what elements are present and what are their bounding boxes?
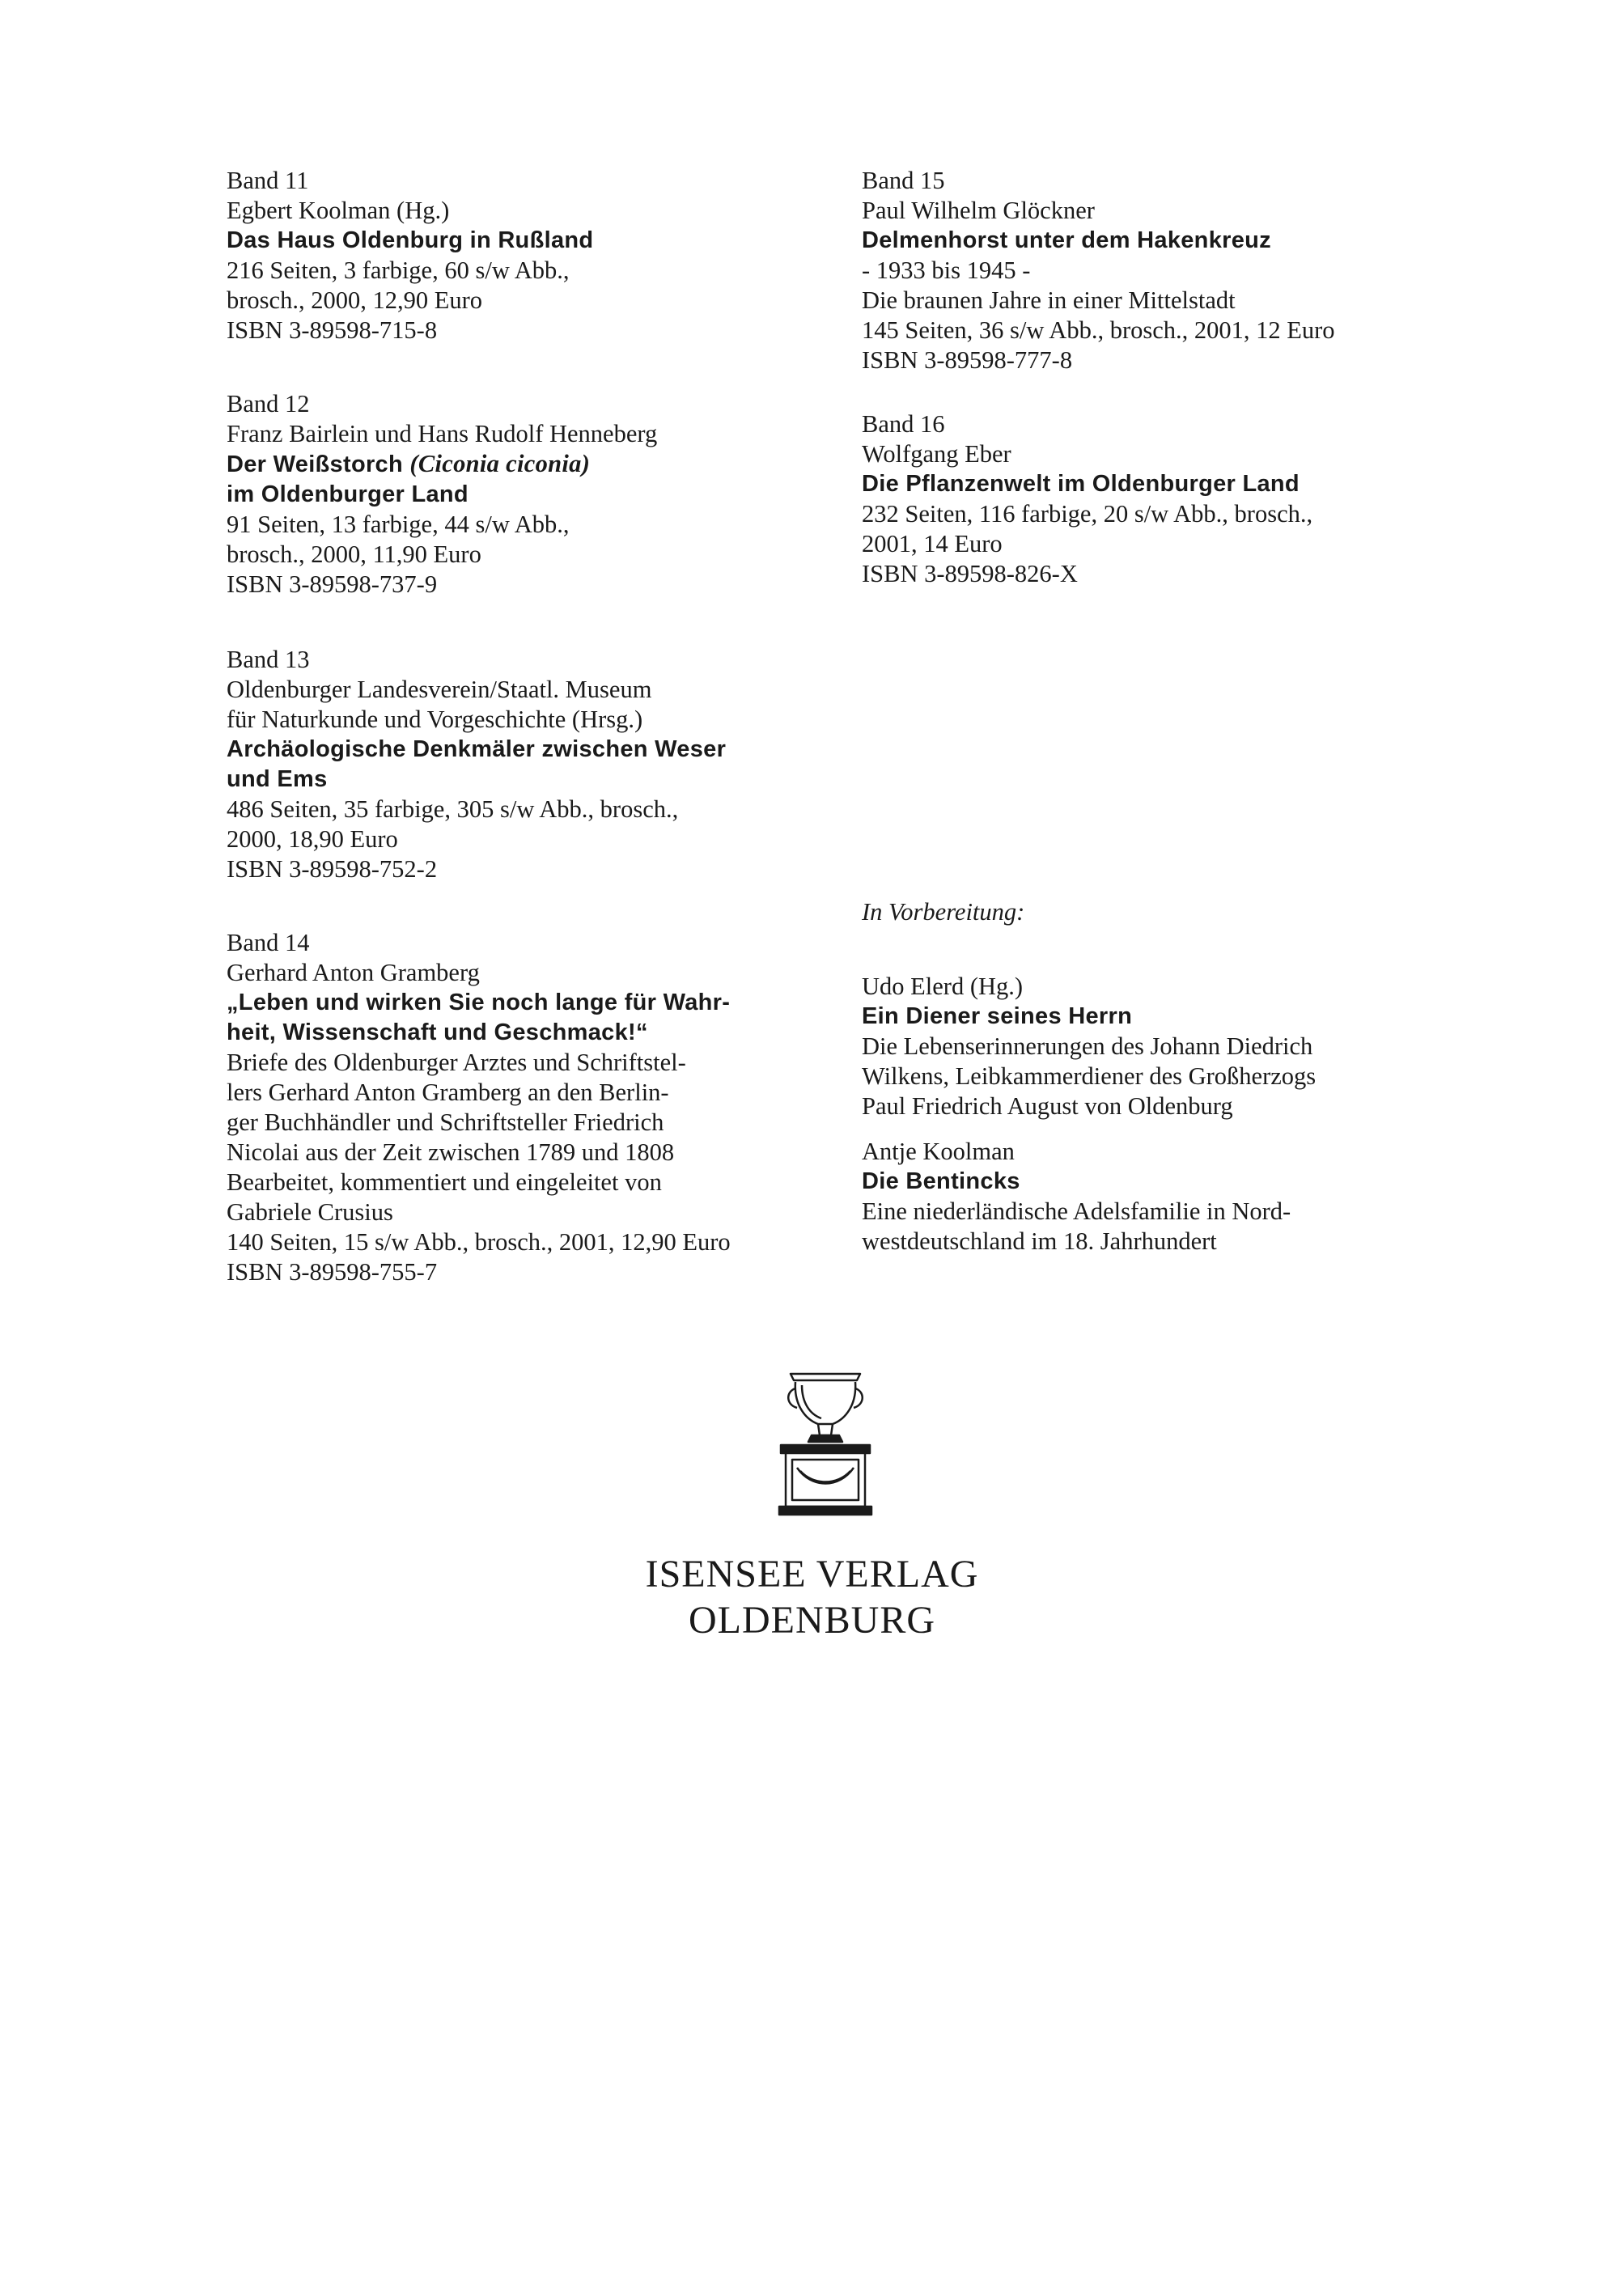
book-subtitle: - 1933 bis 1945 -: [862, 256, 1031, 284]
book-details: 145 Seiten, 36 s/w Abb., brosch., 2001, 12 Euro: [862, 316, 1335, 344]
book-details: 486 Seiten, 35 farbige, 305 s/w Abb., brosch.,: [227, 795, 679, 823]
book-entry-band-15: [862, 166, 1335, 375]
book-details: 2000, 18,90 Euro: [227, 825, 398, 853]
book-entry-band-16: [862, 409, 1312, 589]
book-author: Egbert Koolman (Hg.): [227, 197, 450, 224]
book-title: heit, Wissenschaft und Geschmack!“: [227, 1019, 648, 1045]
book-title: Die Pflanzenwelt im Oldenburger Land: [862, 471, 1300, 497]
book-author: Paul Wilhelm Glöckner: [862, 197, 1095, 224]
band-number: Band 16: [862, 410, 945, 438]
book-entry-koolman: [862, 1137, 1291, 1257]
book-editor: Bearbeitet, kommentiert und eingeleitet von: [227, 1168, 662, 1196]
book-isbn: ISBN 3-89598-737-9: [227, 570, 438, 598]
band-number: Band 14: [227, 929, 310, 956]
book-details: 140 Seiten, 15 s/w Abb., brosch., 2001, 12,90 Euro: [227, 1228, 731, 1256]
book-entry-band-14: [227, 928, 731, 1287]
band-number: Band 15: [862, 167, 945, 194]
book-title: Die Bentincks: [862, 1168, 1020, 1194]
book-subtitle: Die Lebenserinnerungen des Johann Diedrich: [862, 1032, 1313, 1060]
book-details: 2001, 14 Euro: [862, 530, 1003, 557]
book-title: „Leben und wirken Sie noch lange für Wahr-: [227, 990, 731, 1015]
book-isbn: ISBN 3-89598-777-8: [862, 346, 1073, 374]
book-subtitle: Eine niederländische Adelsfamilie in Nord-: [862, 1197, 1291, 1225]
book-author: Udo Elerd (Hg.): [862, 973, 1024, 1000]
book-entry-band-12: [227, 389, 657, 600]
book-title: [227, 449, 657, 480]
book-details: 91 Seiten, 13 farbige, 44 s/w Abb.,: [227, 511, 570, 538]
book-details: 216 Seiten, 3 farbige, 60 s/w Abb.,: [227, 256, 570, 284]
publisher-name: ISENSEE VERLAG: [645, 1553, 979, 1596]
book-details: brosch., 2000, 12,90 Euro: [227, 286, 482, 314]
book-entry-elerd: [862, 972, 1316, 1121]
book-author: Wolfgang Eber: [862, 440, 1011, 468]
book-title: Das Haus Oldenburg in Rußland: [227, 227, 594, 253]
book-subtitle: ger Buchhändler und Schriftsteller Friedrich: [227, 1108, 664, 1136]
book-subtitle: lers Gerhard Anton Gramberg an den Berlin-: [227, 1079, 669, 1106]
book-subtitle: Die braunen Jahre in einer Mittelstadt: [862, 286, 1236, 314]
book-entry-band-11: [227, 166, 593, 345]
book-title: und Ems: [227, 766, 328, 792]
book-subtitle: Paul Friedrich August von Oldenburg: [862, 1092, 1233, 1120]
book-isbn: ISBN 3-89598-755-7: [227, 1258, 438, 1286]
urn-on-pedestal-icon: [773, 1367, 878, 1521]
book-isbn: ISBN 3-89598-752-2: [227, 855, 438, 883]
band-number: Band 11: [227, 167, 309, 194]
band-number: Band 12: [227, 390, 310, 417]
section-heading: In Vorbereitung:: [862, 898, 1025, 926]
book-title-main: Der Weißstorch: [227, 451, 403, 477]
book-author: Antje Koolman: [862, 1138, 1015, 1165]
band-number: Band 13: [227, 646, 310, 673]
book-title: im Oldenburger Land: [227, 481, 469, 507]
book-subtitle: Wilkens, Leibkammerdiener des Großherzogs: [862, 1062, 1317, 1090]
book-author: Gerhard Anton Gramberg: [227, 959, 480, 986]
book-title-latin: (Ciconia ciconia): [409, 450, 591, 477]
book-title: Delmenhorst unter dem Hakenkreuz: [862, 227, 1271, 253]
book-author: für Naturkunde und Vorgeschichte (Hrsg.): [227, 706, 643, 733]
book-author: Oldenburger Landesverein/Staatl. Museum: [227, 676, 652, 703]
book-isbn: ISBN 3-89598-715-8: [227, 316, 438, 344]
book-title: Ein Diener seines Herrn: [862, 1003, 1133, 1029]
book-details: brosch., 2000, 11,90 Euro: [227, 540, 481, 568]
book-editor: Gabriele Crusius: [227, 1198, 393, 1226]
publisher-city: OLDENBURG: [689, 1599, 935, 1642]
book-isbn: ISBN 3-89598-826-X: [862, 560, 1078, 587]
in-preparation-heading: [862, 897, 1024, 927]
book-title: Archäologische Denkmäler zwischen Weser: [227, 736, 727, 762]
book-subtitle: Nicolai aus der Zeit zwischen 1789 und 1808: [227, 1138, 675, 1166]
book-author: Franz Bairlein und Hans Rudolf Henneberg: [227, 420, 658, 447]
book-entry-band-13: [227, 645, 726, 884]
book-subtitle: Briefe des Oldenburger Arztes und Schriftstel-: [227, 1049, 686, 1076]
book-subtitle: westdeutschland im 18. Jahrhundert: [862, 1227, 1217, 1255]
book-details: 232 Seiten, 116 farbige, 20 s/w Abb., brosch.,: [862, 500, 1313, 528]
